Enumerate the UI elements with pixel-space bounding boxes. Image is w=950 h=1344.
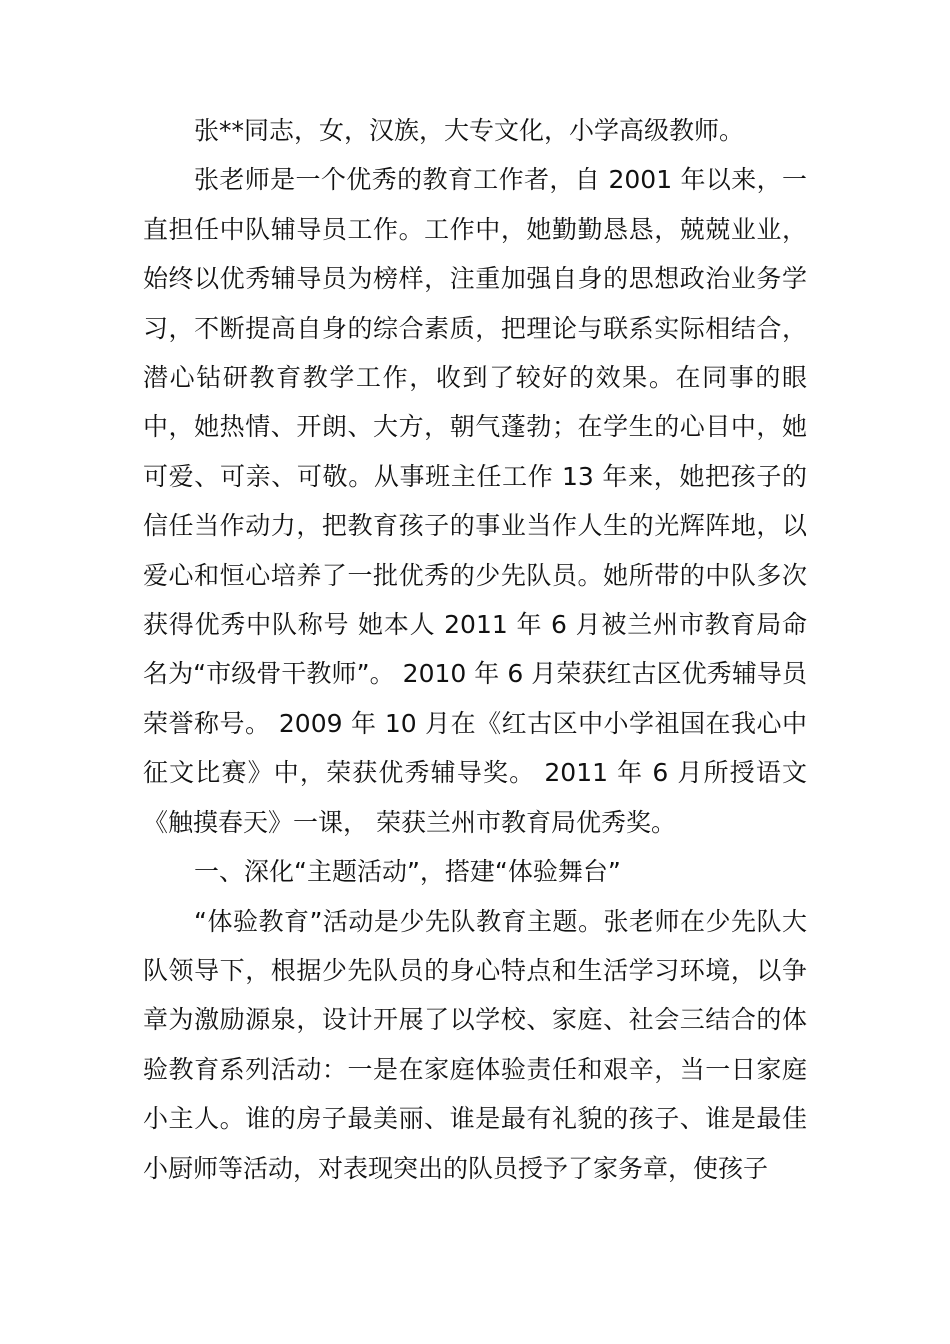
document-body xyxy=(143,106,807,1193)
section-heading-theme-activity: 一、深化“主题活动”，搭建“体验舞台” xyxy=(194,857,621,887)
paragraph-teacher-profile: 张老师是一个优秀的教育工作者，自 2001 年以来，一直担任中队辅导员工作。工作中，她勤勤恳恳，兢兢业业，始终以优秀辅导员为榜样，注重加强自身的思想政治业务学习，不断提高自身的综合素质，把理论与联系实际相结合，潜心钻研教育教学工作，收到了较好的效果。在同事的眼中，她热情、开朗、大方，朝气蓬勃；在学生的心目中，她可爱、可亲、可敬。从事班主任工作 13 年来，她把孩子的信任当作动力，把教育孩子的事业当作人生的光辉阵地，以爱心和恒心培养了一批优秀的少先队员。她所带的中队多次获得优秀中队称号 她本人 2011 年 6 月被兰州市教育局命名为“市级骨干教师”。 2010 年 6 月荣获红古区优秀辅导员荣誉称号。 2009 年 10 月在《红古区中小学祖国在我心中征文比赛》中，荣获优秀辅导奖。 2011 年 6 月所授语文《触摸春天》一课， 荣获兰州市教育局优秀奖。 xyxy=(143,165,807,837)
paragraph-personal-info: 张**同志，女，汉族，大专文化，小学高级教师。 xyxy=(194,116,745,145)
paragraph-experience-education: “体验教育”活动是少先队教育主题。张老师在少先队大队领导下，根据少先队员的身心特点和生活学习环境，以争章为激励源泉，设计开展了以学校、家庭、社会三结合的体验教育系列活动：一是在家庭体验责任和艰辛，当一日家庭小主人。谁的房子最美丽、谁是最有礼貌的孩子、谁是最佳小厨师等活动，对表现突出的队员授予了家务章，使孩子 xyxy=(143,906,807,1183)
